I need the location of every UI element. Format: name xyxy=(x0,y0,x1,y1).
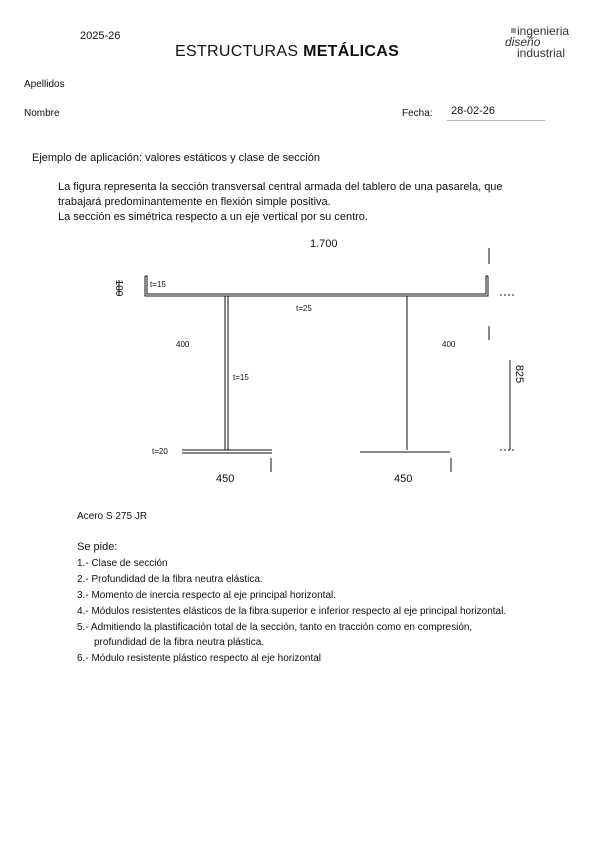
title-part2: METÁLICAS xyxy=(303,43,400,60)
course-year: 2025-26 xyxy=(80,30,121,42)
logo-line1: ingenieria xyxy=(517,24,570,38)
bottom-width-left-label: 450 xyxy=(216,473,235,485)
question-item: 3.- Momento de inercia respecto al eje principal horizontal. xyxy=(77,590,337,601)
flange-height-label: 100 xyxy=(113,279,124,297)
description-line: La figura representa la sección transversal central armada del tablero de una pasarela, que xyxy=(58,181,503,193)
bottom-width-right-label: 450 xyxy=(394,473,413,485)
web-thickness-label: t=15 xyxy=(233,373,249,382)
example-heading: Ejemplo de aplicación: valores estáticos y clase de sección xyxy=(32,152,320,164)
left-offset-label: 400 xyxy=(176,340,190,349)
top-plate xyxy=(145,276,488,296)
steel-grade: Acero S 275 JR xyxy=(77,511,148,522)
total-height-label: 825 xyxy=(513,364,525,384)
bottom-thickness-label: t=20 xyxy=(152,447,168,456)
cross-section-drawing xyxy=(90,236,530,492)
question-item: 6.- Módulo resistente plástico respecto al eje horizontal xyxy=(77,653,322,664)
plate-thickness-label: t=25 xyxy=(296,304,312,313)
question-item-continuation: profundidad de la fibra neutra plástica. xyxy=(94,637,265,648)
description-line: La sección es simétrica respecto a un eje vertical por su centro. xyxy=(58,211,368,223)
institution-logo xyxy=(505,24,585,60)
logo-mark-icon xyxy=(511,28,516,33)
logo-line2: diseño xyxy=(505,35,541,49)
title-part1: ESTRUCTURAS xyxy=(175,43,299,60)
question-item: 4.- Módulos resistentes elásticos de la fibra superior e inferior respecto al eje principal horizontal. xyxy=(77,606,507,617)
nombre-label: Nombre xyxy=(24,108,60,119)
right-offset-label: 400 xyxy=(442,340,456,349)
description-line: trabajará predominantemente en flexión simple positiva. xyxy=(58,196,331,208)
question-item: 1.- Clase de sección xyxy=(77,558,168,569)
logo-line3: industrial xyxy=(517,46,566,60)
top-thickness-label: t=15 xyxy=(150,280,166,289)
page-title xyxy=(175,43,399,61)
fecha-underline xyxy=(447,120,545,121)
se-pide-heading: Se pide: xyxy=(77,541,118,553)
question-item: 2.- Profundidad de la fibra neutra elástica. xyxy=(77,574,263,585)
question-item: 5.- Admitiendo la plastificación total de la sección, tanto en tracción como en compresión, xyxy=(77,622,473,633)
apellidos-label: Apellidos xyxy=(24,79,65,90)
fecha-label: Fecha: xyxy=(402,108,433,119)
total-width-label: 1.700 xyxy=(310,238,338,250)
fecha-value: 28-02-26 xyxy=(451,105,496,117)
